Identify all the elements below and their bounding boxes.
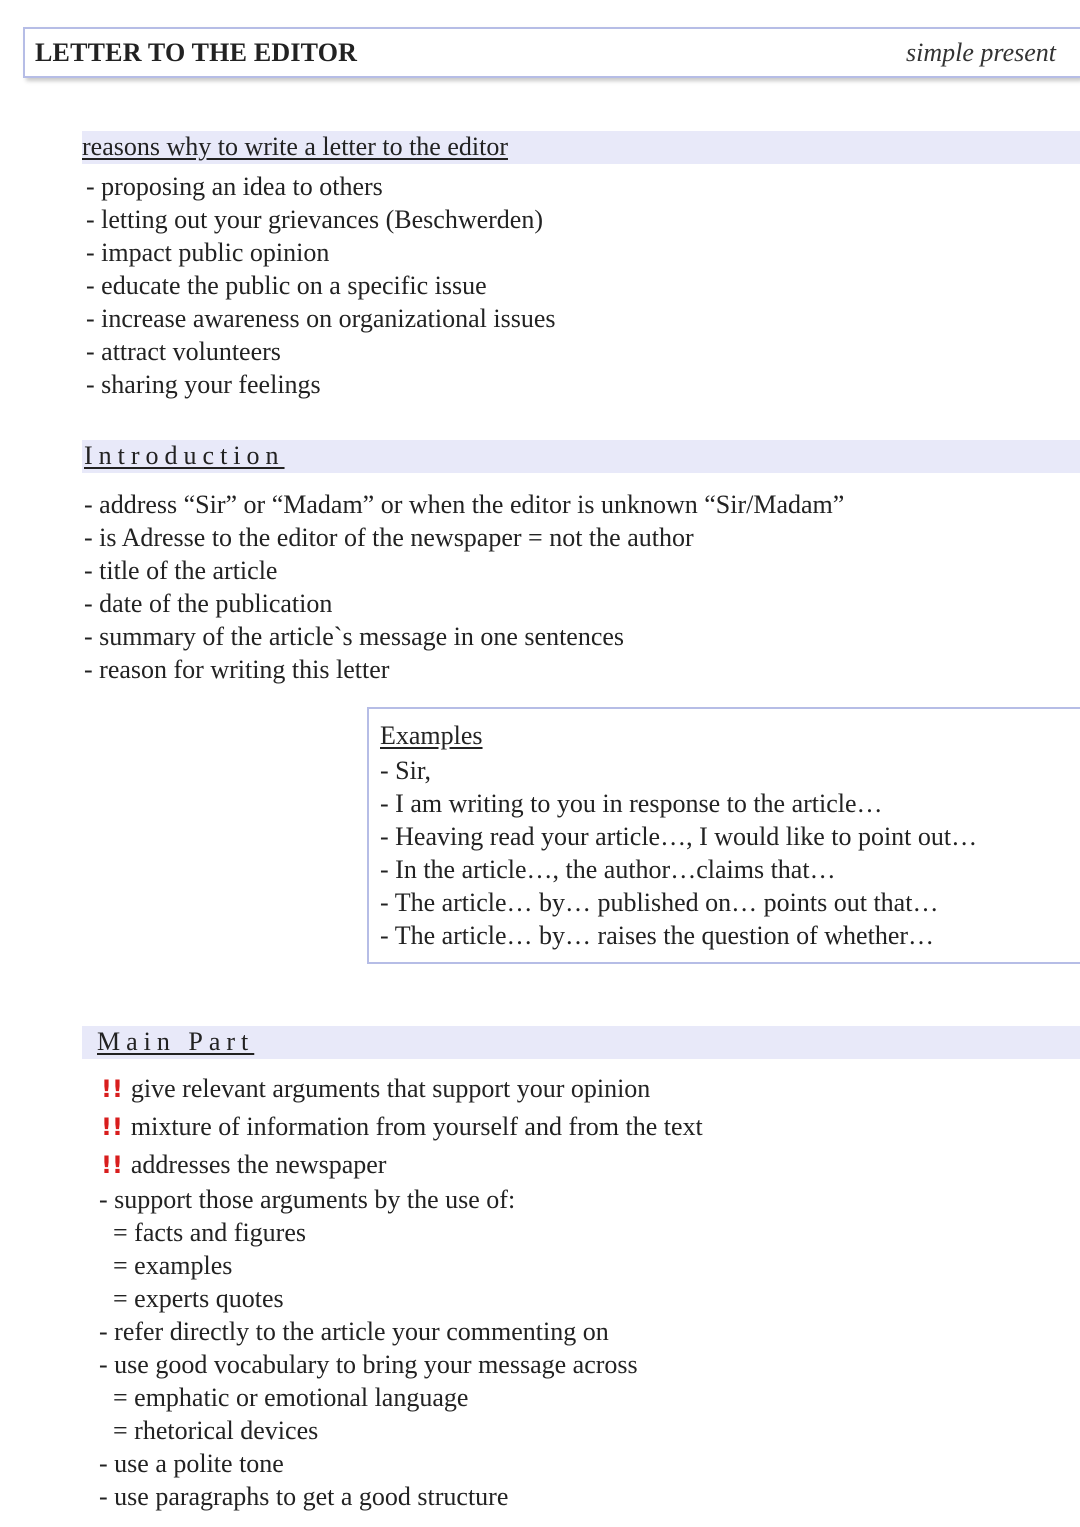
- list-item: - The article… by… published on… points out that…: [380, 888, 939, 917]
- list-item: - educate the public on a specific issue: [86, 271, 487, 300]
- list-item: - Sir,: [380, 756, 431, 785]
- list-item: - proposing an idea to others: [86, 172, 383, 201]
- document-title: LETTER TO THE EDITOR: [35, 38, 358, 67]
- list-item: - use a polite tone: [99, 1449, 284, 1478]
- list-item: = facts and figures: [113, 1218, 306, 1247]
- list-item: - attract volunteers: [86, 337, 281, 366]
- list-item: - refer directly to the article your commenting on: [99, 1317, 609, 1346]
- important-item: [101, 1070, 703, 1108]
- list-item: - use good vocabulary to bring your message across: [99, 1350, 638, 1379]
- list-item: - impact public opinion: [86, 238, 330, 267]
- header-box: [23, 27, 1080, 78]
- list-item: - address “Sir” or “Madam” or when the editor is unknown “Sir/Madam”: [84, 490, 845, 519]
- examples-box: [367, 707, 1080, 964]
- important-item: [101, 1146, 703, 1184]
- list-item: - summary of the article`s message in one sentences: [84, 622, 625, 651]
- introduction-heading: Introduction: [84, 441, 285, 470]
- tense-tag: simple present: [906, 38, 1056, 67]
- list-item: - I am writing to you in response to the article…: [380, 789, 883, 818]
- list-item: - is Adresse to the editor of the newspaper = not the author: [84, 523, 694, 552]
- exclamation-icon: !!: [101, 1151, 123, 1179]
- main-part-heading: Main Part: [97, 1027, 255, 1056]
- examples-heading: Examples: [380, 721, 483, 750]
- main-part-list: [99, 1183, 638, 1513]
- reasons-heading: reasons why to write a letter to the editor: [82, 132, 508, 161]
- important-text: addresses the newspaper: [130, 1150, 387, 1179]
- important-text: mixture of information from yourself and from the text: [130, 1112, 703, 1141]
- introduction-list: [84, 488, 844, 686]
- reasons-list: [86, 170, 556, 401]
- examples-list: [380, 754, 977, 952]
- important-item: [101, 1108, 703, 1146]
- list-item: - support those arguments by the use of:: [99, 1185, 516, 1214]
- exclamation-icon: !!: [101, 1113, 123, 1141]
- list-item: = experts quotes: [113, 1284, 284, 1313]
- list-item: - In the article…, the author…claims that…: [380, 855, 836, 884]
- list-item: = rhetorical devices: [113, 1416, 319, 1445]
- list-item: - use paragraphs to get a good structure: [99, 1482, 509, 1511]
- exclamation-icon: !!: [101, 1075, 123, 1103]
- list-item: = examples: [113, 1251, 233, 1280]
- important-text: give relevant arguments that support your opinion: [130, 1074, 651, 1103]
- list-item: - increase awareness on organizational issues: [86, 304, 556, 333]
- list-item: - letting out your grievances (Beschwerden): [86, 205, 544, 234]
- list-item: - title of the article: [84, 556, 278, 585]
- list-item: - The article… by… raises the question of whether…: [380, 921, 935, 950]
- list-item: - Heaving read your article…, I would like to point out…: [380, 822, 978, 851]
- list-item: = emphatic or emotional language: [113, 1383, 469, 1412]
- list-item: - sharing your feelings: [86, 370, 321, 399]
- list-item: - reason for writing this letter: [84, 655, 390, 684]
- main-part-important-list: [101, 1070, 703, 1184]
- list-item: - date of the publication: [84, 589, 333, 618]
